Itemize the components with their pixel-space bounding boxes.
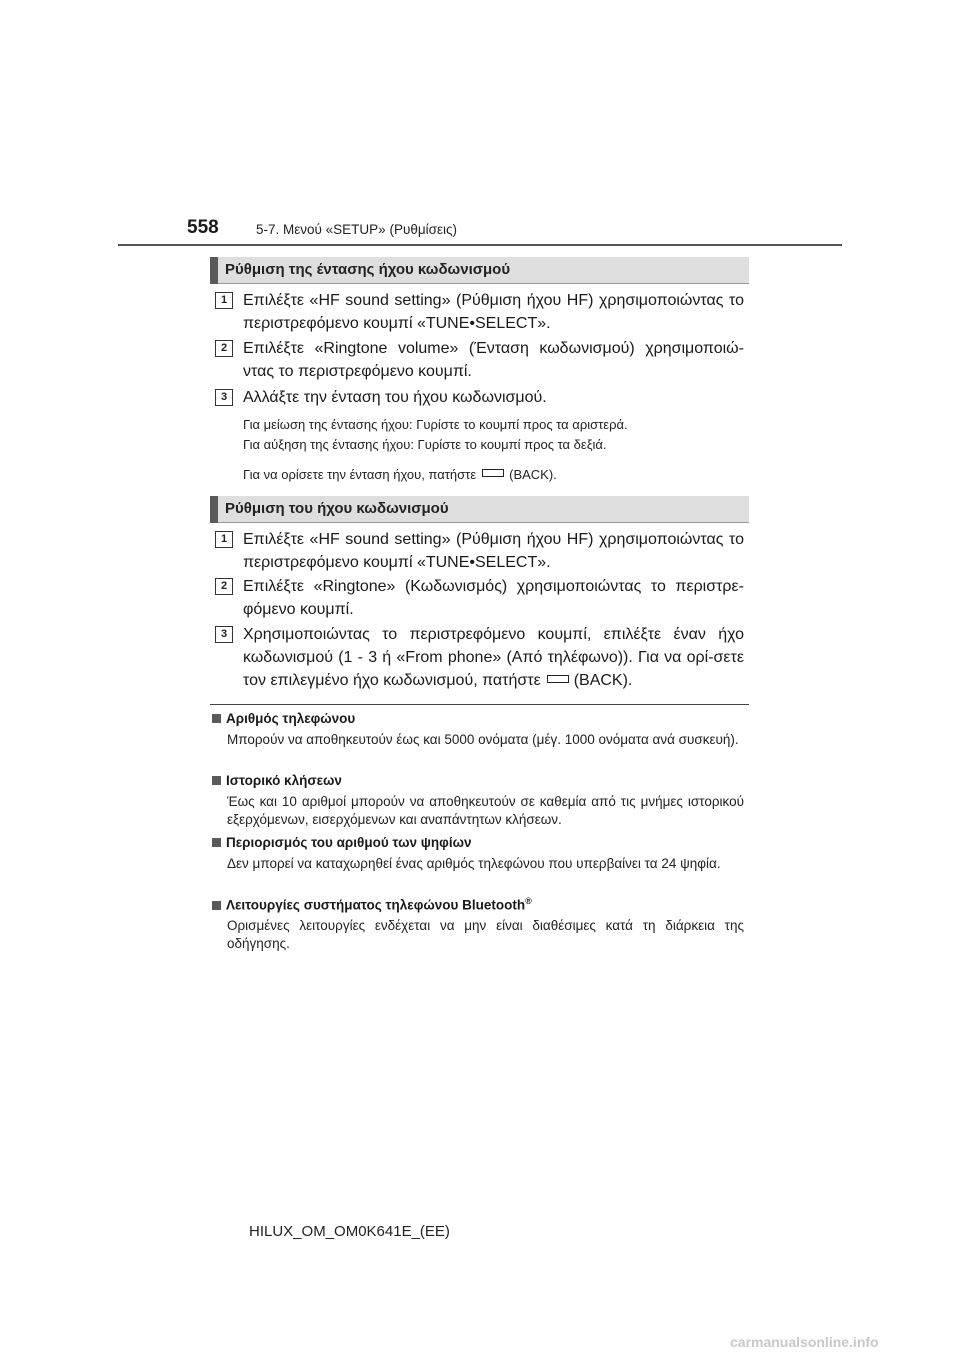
step-number-badge: 1 [215,292,233,309]
square-bullet-icon [212,838,221,847]
step-number-badge: 1 [215,531,233,548]
info-heading-call-history [212,773,342,788]
set-volume-note [243,466,748,484]
step-text: Επιλέξτε «Ringtone» (Κωδωνισμός) χρησιμοποιώντας το περιστρε-φόμενο κουμπί. [243,578,744,618]
square-bullet-icon [212,901,221,910]
section-header-title: 5-7. Μενού «SETUP» (Ρυθμίσεις) [256,222,457,237]
step-text: Αλλάξτε την ένταση του ήχου κωδωνισμού. [243,389,547,406]
info-divider [210,704,749,705]
info-body-bluetooth: Ορισμένες λειτουργίες ενδέχεται να μην είναι διαθέσιμες κατά τη διάρκεια της οδήγησης. [227,918,744,951]
set-volume-note-text: Για να ορίσετε την ένταση ήχου, πατήστε [243,467,477,482]
back-button-icon [547,675,569,683]
step-number-badge: 2 [215,578,233,595]
step-text: Επιλέξτε «HF sound setting» (Ρύθμιση ήχου HF) χρησιμοποιώντας το περιστρεφόμενο κουμπί «TUNE•SELECT». [243,531,744,571]
back-button-icon [482,469,504,477]
info-heading-text: Αριθμός τηλεφώνου [226,711,356,726]
info-heading-bluetooth [212,896,532,913]
step-number-badge: 3 [215,389,233,406]
watermark: carmanualsonline.info [730,1334,879,1350]
square-bullet-icon [212,776,221,785]
info-heading-text: Περιορισμός του αριθμού των ψηφίων [226,835,472,850]
registered-mark: ® [525,896,532,906]
section-heading-bar [210,496,218,523]
square-bullet-icon [212,714,221,723]
info-heading-text: Ιστορικό κλήσεων [226,773,342,788]
section-heading-ringtone [210,496,749,523]
page-number: 558 [187,217,219,238]
info-heading-phone-number [212,711,355,726]
step-text-main: Χρησιμοποιώντας το περιστρεφόμενο κουμπί, επιλέξτε έναν ήχο κωδωνισμού (1 - 3 ή «From phone» (Από τηλέφωνο)). Για να ορί-σετε τον επιλεγμένο ήχο κωδωνισμού, πατήστε [243,626,744,689]
section-heading-text: Ρύθμιση του ήχου κωδωνισμού [225,500,449,517]
section-heading-text: Ρύθμιση της έντασης ήχου κωδωνισμού [225,261,511,278]
step-number-badge: 3 [215,626,233,643]
info-heading-text: Λειτουργίες συστήματος τηλεφώνου Bluetooth [226,897,526,913]
info-body-call-history: Έως και 10 αριθμοί μπορούν να αποθηκευτούν σε καθεμία από τις μνήμες ιστορικού εξερχόμενων, εισερχόμενων και αναπάντητων κλήσεων. [227,794,744,827]
info-heading-digit-limit [212,835,472,850]
set-volume-note-back: (BACK). [509,467,557,482]
info-body-digit-limit: Δεν μπορεί να καταχωρηθεί ένας αριθμός τηλεφώνου που υπερβαίνει τα 24 ψηφία. [227,856,721,871]
step-text: Επιλέξτε «HF sound setting» (Ρύθμιση ήχου HF) χρησιμοποιώντας το περιστρεφόμενο κουμπί «TUNE•SELECT». [243,292,744,332]
step-text: Επιλέξτε «Ringtone volume» (Ένταση κωδωνισμού) χρησιμοποιώ-ντας το περιστρεφόμενο κουμπί. [243,340,744,380]
volume-increase-note: Για αύξηση της έντασης ήχου: Γυρίστε το κουμπί προς τα δεξιά. [243,437,607,452]
info-body-phone-number: Μπορούν να αποθηκευτούν έως και 5000 ονόματα (μέγ. 1000 ονόματα ανά συσκευή). [227,732,739,747]
section-heading-ringtone-volume [210,257,749,284]
step-text [243,623,744,692]
section-heading-bar [210,257,218,284]
step-number-badge: 2 [215,340,233,357]
step-text-back: (BACK). [573,672,633,689]
volume-decrease-note: Για μείωση της έντασης ήχου: Γυρίστε το κουμπί προς τα αριστερά. [243,417,628,432]
header-divider [118,244,842,246]
document-code-footer: HILUX_OM_OM0K641E_(EE) [249,1223,450,1240]
